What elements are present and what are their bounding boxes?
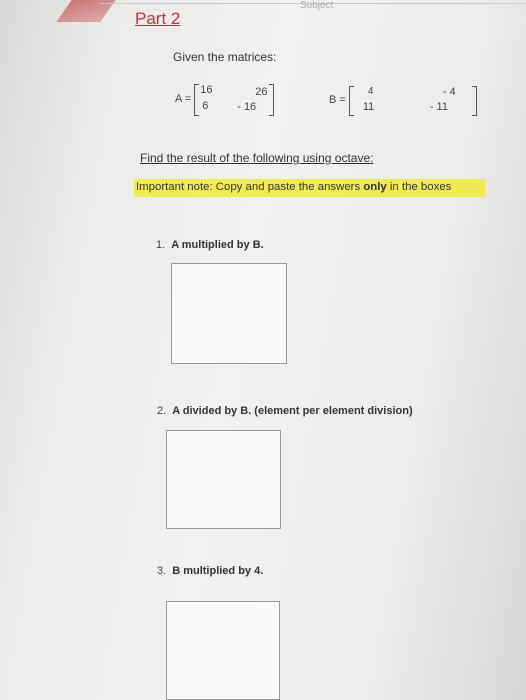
question-term: B xyxy=(172,565,181,577)
question-operand: 4 xyxy=(254,565,261,577)
intro-text: Given the matrices: xyxy=(173,50,277,64)
note-prefix: Important note: Copy and paste the answers xyxy=(136,181,364,193)
question-1 xyxy=(156,239,264,251)
faint-header-text: Subject xyxy=(300,0,334,11)
matrix-b-body xyxy=(349,86,477,114)
question-term: B xyxy=(252,239,261,251)
question-suffix: . xyxy=(260,565,264,577)
page-title: Part 2 xyxy=(135,9,181,28)
matrix-b-cell: 11 xyxy=(362,101,375,113)
note-suffix: in the boxes xyxy=(386,181,452,193)
matrix-b-label: B = xyxy=(329,94,346,106)
important-note xyxy=(136,181,451,193)
question-term: B xyxy=(240,405,249,417)
right-bracket xyxy=(269,84,274,116)
question-number: 2. xyxy=(157,405,167,417)
question-text: A divided by xyxy=(172,405,241,417)
answer-box-2[interactable] xyxy=(166,430,281,529)
question-suffix: . (element per element division) xyxy=(248,405,413,417)
answer-box-3[interactable] xyxy=(166,601,280,700)
matrix-b xyxy=(329,86,477,114)
matrix-a-label: A = xyxy=(175,93,192,105)
matrix-b-cell: 4 xyxy=(367,86,374,97)
question-suffix: . xyxy=(260,239,264,251)
note-emphasis: only xyxy=(363,181,387,193)
question-text: A multiplied by xyxy=(171,239,253,251)
matrix-b-cell: - 4 xyxy=(442,86,456,98)
left-bracket xyxy=(194,84,199,116)
matrix-b-cell: - 11 xyxy=(429,101,448,113)
matrix-a-cell: 16 xyxy=(200,84,213,96)
matrix-a xyxy=(175,84,274,114)
matrix-a-cell: 26 xyxy=(255,86,268,98)
instruction-text: Find the result of the following using octave: xyxy=(140,151,374,165)
matrix-a-cell: - 16 xyxy=(237,101,257,113)
answer-box-1[interactable] xyxy=(171,263,287,364)
question-number: 3. xyxy=(157,565,167,577)
matrix-a-body xyxy=(194,84,274,114)
question-text: multiplied by xyxy=(180,565,255,577)
question-number: 1. xyxy=(156,239,166,251)
left-bracket xyxy=(349,86,354,116)
question-2 xyxy=(157,405,413,417)
right-bracket xyxy=(472,86,477,116)
question-3 xyxy=(157,565,263,577)
matrix-a-cell: 6 xyxy=(202,100,209,112)
